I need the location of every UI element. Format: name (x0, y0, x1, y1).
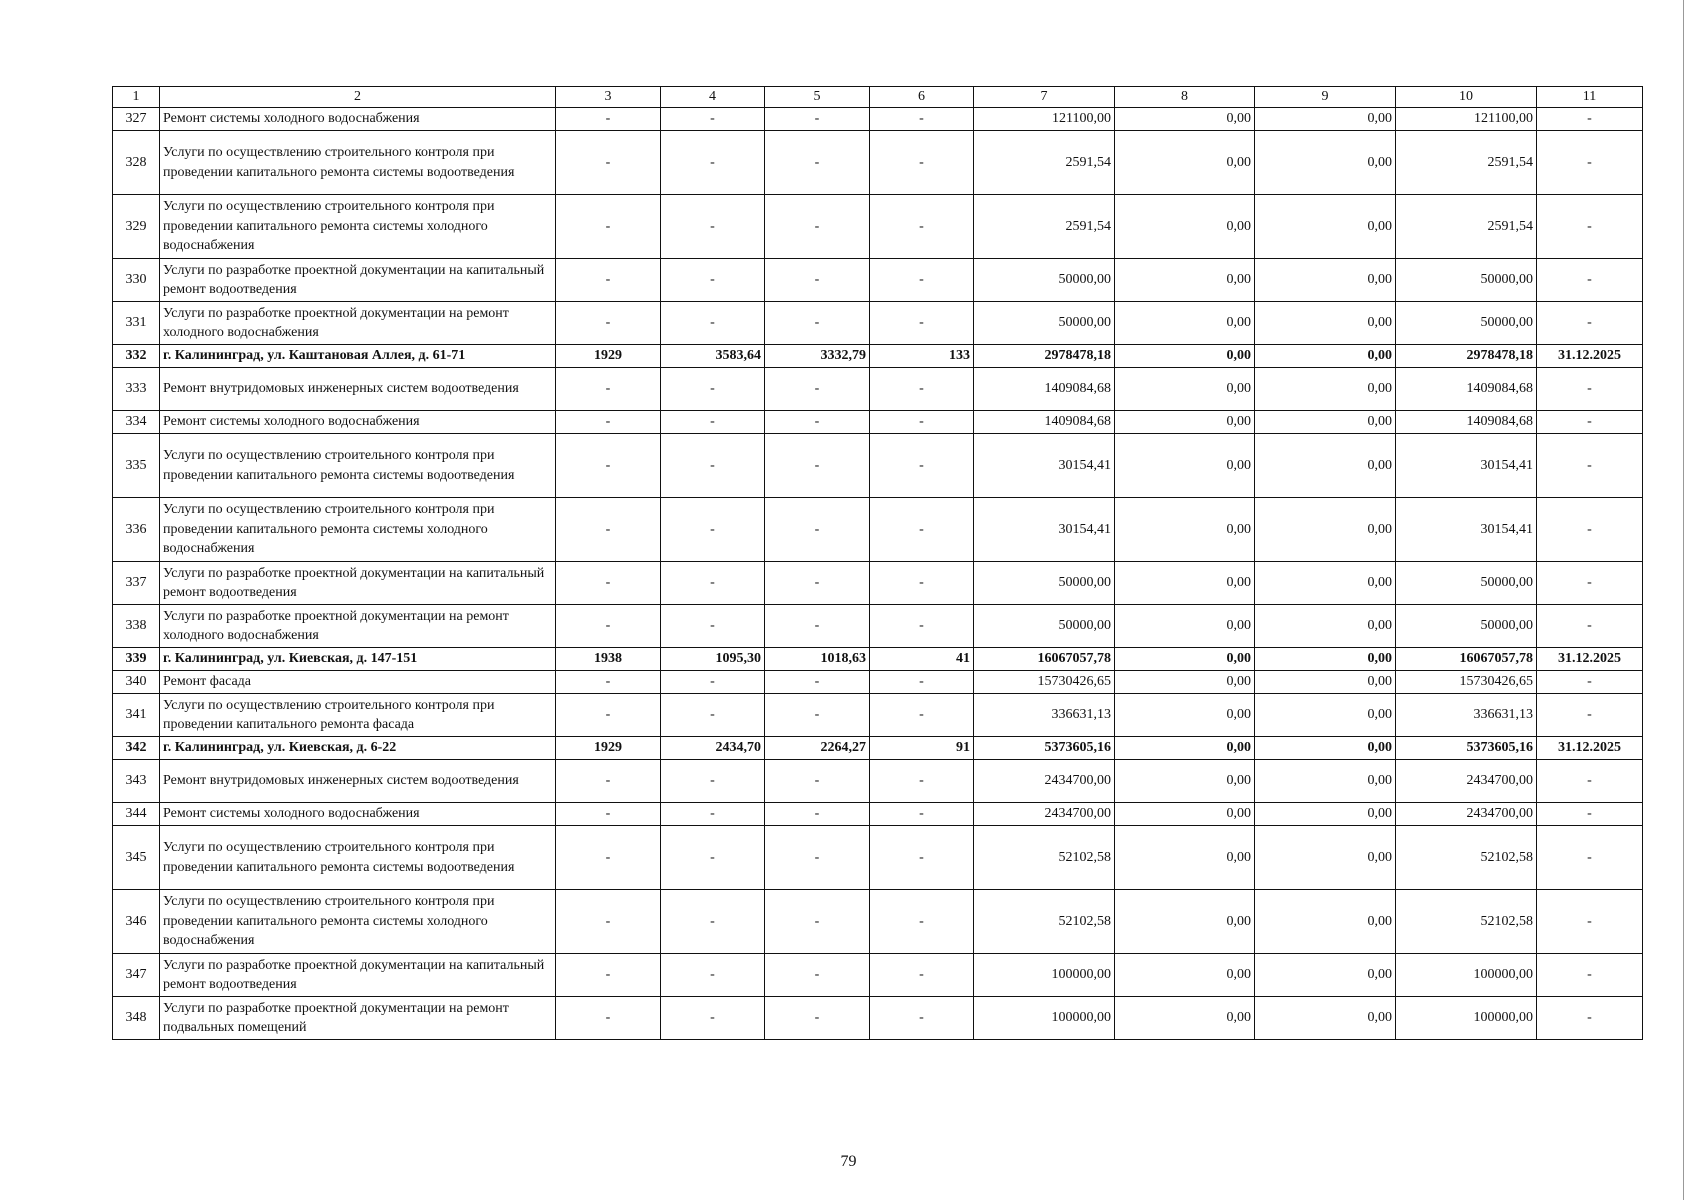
deadline-cell: - (1537, 108, 1643, 131)
fund-owner-cell: 1409084,68 (1396, 411, 1537, 434)
deadline-cell: - (1537, 760, 1643, 803)
residents-cell: - (870, 671, 974, 694)
fund-a-cell: 0,00 (1115, 803, 1255, 826)
header-cell: 6 (870, 87, 974, 108)
row-description: Услуги по осуществлению строительного контроля при проведении капитального ремонта фасада (160, 694, 556, 737)
row-description: Ремонт фасада (160, 671, 556, 694)
table-row (113, 108, 1643, 131)
area-living-cell: - (765, 997, 870, 1040)
page-number: 79 (840, 1153, 857, 1170)
row-number: 345 (113, 826, 160, 890)
fund-owner-cell: 50000,00 (1396, 302, 1537, 345)
area-living-cell: - (765, 108, 870, 131)
fund-b-cell: 0,00 (1255, 498, 1396, 562)
fund-owner-cell: 52102,58 (1396, 826, 1537, 890)
fund-b-cell: 0,00 (1255, 694, 1396, 737)
area-living-cell: - (765, 826, 870, 890)
year-cell: - (556, 803, 661, 826)
area-living-cell: - (765, 890, 870, 954)
fund-owner-cell: 50000,00 (1396, 259, 1537, 302)
deadline-cell: - (1537, 368, 1643, 411)
fund-b-cell: 0,00 (1255, 648, 1396, 671)
fund-owner-cell: 336631,13 (1396, 694, 1537, 737)
fund-owner-cell: 30154,41 (1396, 498, 1537, 562)
row-number: 347 (113, 954, 160, 997)
fund-owner-cell: 50000,00 (1396, 605, 1537, 648)
table-row (113, 131, 1643, 195)
residents-cell: - (870, 694, 974, 737)
year-cell: - (556, 826, 661, 890)
column-number-header (113, 87, 1643, 108)
fund-b-cell: 0,00 (1255, 562, 1396, 605)
residents-cell: - (870, 108, 974, 131)
row-description: Услуги по осуществлению строительного контроля при проведении капитального ремонта системы водоотведения (160, 826, 556, 890)
area-living-cell: - (765, 259, 870, 302)
deadline-cell: - (1537, 434, 1643, 498)
cost-total-cell: 336631,13 (974, 694, 1115, 737)
row-description: Услуги по разработке проектной документации на ремонт подвальных помещений (160, 997, 556, 1040)
row-number: 333 (113, 368, 160, 411)
area-living-cell: - (765, 498, 870, 562)
header-cell: 8 (1115, 87, 1255, 108)
cost-total-cell: 2434700,00 (974, 760, 1115, 803)
fund-a-cell: 0,00 (1115, 302, 1255, 345)
header-cell: 2 (160, 87, 556, 108)
row-description: Услуги по осуществлению строительного контроля при проведении капитального ремонта системы холодного водоснабжения (160, 890, 556, 954)
cost-total-cell: 30154,41 (974, 434, 1115, 498)
table-row (113, 605, 1643, 648)
fund-b-cell: 0,00 (1255, 411, 1396, 434)
header-cell: 1 (113, 87, 160, 108)
fund-b-cell: 0,00 (1255, 997, 1396, 1040)
row-description: Услуги по разработке проектной документации на капитальный ремонт водоотведения (160, 259, 556, 302)
row-description: Услуги по осуществлению строительного контроля при проведении капитального ремонта системы водоотведения (160, 434, 556, 498)
row-description: Ремонт внутридомовых инженерных систем водоотведения (160, 760, 556, 803)
area-living-cell: 1018,63 (765, 648, 870, 671)
area-living-cell: - (765, 434, 870, 498)
row-number: 348 (113, 997, 160, 1040)
residents-cell: - (870, 890, 974, 954)
area-living-cell: 2264,27 (765, 737, 870, 760)
fund-owner-cell: 100000,00 (1396, 954, 1537, 997)
fund-b-cell: 0,00 (1255, 954, 1396, 997)
area-living-cell: - (765, 368, 870, 411)
cost-total-cell: 100000,00 (974, 954, 1115, 997)
fund-b-cell: 0,00 (1255, 108, 1396, 131)
year-cell: - (556, 671, 661, 694)
header-cell: 7 (974, 87, 1115, 108)
row-number: 344 (113, 803, 160, 826)
cost-total-cell: 50000,00 (974, 605, 1115, 648)
area-total-cell: 1095,30 (661, 648, 765, 671)
fund-owner-cell: 52102,58 (1396, 890, 1537, 954)
residents-cell: - (870, 760, 974, 803)
year-cell: - (556, 890, 661, 954)
fund-b-cell: 0,00 (1255, 345, 1396, 368)
area-living-cell: - (765, 131, 870, 195)
row-description: г. Калининград, ул. Киевская, д. 6-22 (160, 737, 556, 760)
fund-b-cell: 0,00 (1255, 302, 1396, 345)
fund-a-cell: 0,00 (1115, 648, 1255, 671)
row-number: 335 (113, 434, 160, 498)
table-row (113, 562, 1643, 605)
cost-total-cell: 52102,58 (974, 826, 1115, 890)
deadline-cell: 31.12.2025 (1537, 345, 1643, 368)
area-total-cell: 2434,70 (661, 737, 765, 760)
area-total-cell: - (661, 498, 765, 562)
year-cell: - (556, 562, 661, 605)
row-description: Услуги по разработке проектной документации на ремонт холодного водоснабжения (160, 605, 556, 648)
deadline-cell: - (1537, 131, 1643, 195)
cost-total-cell: 5373605,16 (974, 737, 1115, 760)
row-description: Услуги по разработке проектной документации на капитальный ремонт водоотведения (160, 562, 556, 605)
year-cell: - (556, 694, 661, 737)
residents-cell: - (870, 803, 974, 826)
table-row (113, 195, 1643, 259)
cost-total-cell: 16067057,78 (974, 648, 1115, 671)
fund-owner-cell: 16067057,78 (1396, 648, 1537, 671)
row-number: 328 (113, 131, 160, 195)
year-cell: 1938 (556, 648, 661, 671)
table-row (113, 302, 1643, 345)
deadline-cell: - (1537, 954, 1643, 997)
fund-a-cell: 0,00 (1115, 195, 1255, 259)
fund-a-cell: 0,00 (1115, 890, 1255, 954)
table-row (113, 890, 1643, 954)
year-cell: 1929 (556, 345, 661, 368)
row-number: 336 (113, 498, 160, 562)
row-description: Услуги по осуществлению строительного контроля при проведении капитального ремонта системы холодного водоснабжения (160, 195, 556, 259)
fund-a-cell: 0,00 (1115, 671, 1255, 694)
table-row (113, 411, 1643, 434)
area-total-cell: - (661, 131, 765, 195)
table-row (113, 434, 1643, 498)
row-number: 338 (113, 605, 160, 648)
area-total-cell: - (661, 302, 765, 345)
fund-owner-cell: 1409084,68 (1396, 368, 1537, 411)
table-row (113, 760, 1643, 803)
year-cell: - (556, 434, 661, 498)
residents-cell: - (870, 131, 974, 195)
residents-cell: - (870, 498, 974, 562)
fund-owner-cell: 30154,41 (1396, 434, 1537, 498)
area-total-cell: - (661, 694, 765, 737)
year-cell: - (556, 760, 661, 803)
deadline-cell: - (1537, 671, 1643, 694)
fund-a-cell: 0,00 (1115, 368, 1255, 411)
fund-b-cell: 0,00 (1255, 605, 1396, 648)
deadline-cell: - (1537, 694, 1643, 737)
year-cell: 1929 (556, 737, 661, 760)
table-row-address (113, 737, 1643, 760)
area-total-cell: - (661, 195, 765, 259)
area-total-cell: - (661, 954, 765, 997)
residents-cell: 41 (870, 648, 974, 671)
year-cell: - (556, 954, 661, 997)
row-number: 329 (113, 195, 160, 259)
row-description: Ремонт внутридомовых инженерных систем водоотведения (160, 368, 556, 411)
fund-b-cell: 0,00 (1255, 368, 1396, 411)
row-number: 340 (113, 671, 160, 694)
residents-cell: - (870, 411, 974, 434)
area-total-cell: - (661, 562, 765, 605)
deadline-cell: 31.12.2025 (1537, 737, 1643, 760)
row-number: 332 (113, 345, 160, 368)
fund-owner-cell: 2434700,00 (1396, 760, 1537, 803)
table-row (113, 803, 1643, 826)
table-row (113, 259, 1643, 302)
residents-cell: - (870, 259, 974, 302)
year-cell: - (556, 498, 661, 562)
fund-owner-cell: 50000,00 (1396, 562, 1537, 605)
cost-total-cell: 50000,00 (974, 302, 1115, 345)
row-description: Ремонт системы холодного водоснабжения (160, 411, 556, 434)
header-cell: 5 (765, 87, 870, 108)
deadline-cell: - (1537, 826, 1643, 890)
area-total-cell: - (661, 605, 765, 648)
cost-total-cell: 2434700,00 (974, 803, 1115, 826)
deadline-cell: - (1537, 562, 1643, 605)
fund-owner-cell: 2434700,00 (1396, 803, 1537, 826)
capital-repair-table (112, 86, 1643, 1040)
table-row (113, 498, 1643, 562)
table-row (113, 671, 1643, 694)
fund-b-cell: 0,00 (1255, 434, 1396, 498)
deadline-cell: - (1537, 605, 1643, 648)
fund-a-cell: 0,00 (1115, 605, 1255, 648)
area-total-cell: - (661, 108, 765, 131)
cost-total-cell: 121100,00 (974, 108, 1115, 131)
cost-total-cell: 2591,54 (974, 195, 1115, 259)
table-row (113, 826, 1643, 890)
area-living-cell: - (765, 760, 870, 803)
fund-b-cell: 0,00 (1255, 259, 1396, 302)
residents-cell: - (870, 368, 974, 411)
cost-total-cell: 100000,00 (974, 997, 1115, 1040)
deadline-cell: - (1537, 498, 1643, 562)
residents-cell: - (870, 195, 974, 259)
fund-a-cell: 0,00 (1115, 997, 1255, 1040)
table-row (113, 694, 1643, 737)
fund-owner-cell: 100000,00 (1396, 997, 1537, 1040)
header-cell: 3 (556, 87, 661, 108)
fund-a-cell: 0,00 (1115, 411, 1255, 434)
area-total-cell: - (661, 434, 765, 498)
cost-total-cell: 1409084,68 (974, 368, 1115, 411)
row-number: 327 (113, 108, 160, 131)
area-total-cell: - (661, 890, 765, 954)
area-living-cell: - (765, 605, 870, 648)
fund-a-cell: 0,00 (1115, 694, 1255, 737)
fund-a-cell: 0,00 (1115, 108, 1255, 131)
row-number: 339 (113, 648, 160, 671)
cost-total-cell: 52102,58 (974, 890, 1115, 954)
table-row (113, 954, 1643, 997)
year-cell: - (556, 605, 661, 648)
area-living-cell: - (765, 562, 870, 605)
deadline-cell: - (1537, 997, 1643, 1040)
row-number: 342 (113, 737, 160, 760)
fund-a-cell: 0,00 (1115, 760, 1255, 803)
year-cell: - (556, 259, 661, 302)
fund-owner-cell: 2978478,18 (1396, 345, 1537, 368)
fund-b-cell: 0,00 (1255, 760, 1396, 803)
area-total-cell: - (661, 803, 765, 826)
residents-cell: - (870, 562, 974, 605)
row-number: 330 (113, 259, 160, 302)
header-cell: 10 (1396, 87, 1537, 108)
area-living-cell: - (765, 411, 870, 434)
deadline-cell: - (1537, 195, 1643, 259)
cost-total-cell: 2978478,18 (974, 345, 1115, 368)
row-number: 343 (113, 760, 160, 803)
fund-b-cell: 0,00 (1255, 131, 1396, 195)
table-row-address (113, 648, 1643, 671)
residents-cell: - (870, 434, 974, 498)
fund-a-cell: 0,00 (1115, 498, 1255, 562)
fund-b-cell: 0,00 (1255, 890, 1396, 954)
table-row-address (113, 345, 1643, 368)
cost-total-cell: 30154,41 (974, 498, 1115, 562)
fund-a-cell: 0,00 (1115, 434, 1255, 498)
area-living-cell: - (765, 954, 870, 997)
year-cell: - (556, 302, 661, 345)
deadline-cell: - (1537, 259, 1643, 302)
area-total-cell: - (661, 997, 765, 1040)
fund-a-cell: 0,00 (1115, 562, 1255, 605)
fund-owner-cell: 2591,54 (1396, 195, 1537, 259)
fund-a-cell: 0,00 (1115, 345, 1255, 368)
residents-cell: 91 (870, 737, 974, 760)
year-cell: - (556, 997, 661, 1040)
area-total-cell: - (661, 826, 765, 890)
fund-b-cell: 0,00 (1255, 737, 1396, 760)
residents-cell: - (870, 954, 974, 997)
cost-total-cell: 15730426,65 (974, 671, 1115, 694)
fund-a-cell: 0,00 (1115, 737, 1255, 760)
fund-owner-cell: 2591,54 (1396, 131, 1537, 195)
row-number: 346 (113, 890, 160, 954)
deadline-cell: - (1537, 302, 1643, 345)
row-description: г. Калининград, ул. Киевская, д. 147-151 (160, 648, 556, 671)
cost-total-cell: 50000,00 (974, 259, 1115, 302)
scan-edge-line (1683, 0, 1684, 1200)
year-cell: - (556, 131, 661, 195)
fund-a-cell: 0,00 (1115, 954, 1255, 997)
fund-owner-cell: 121100,00 (1396, 108, 1537, 131)
header-cell: 4 (661, 87, 765, 108)
residents-cell: - (870, 997, 974, 1040)
year-cell: - (556, 195, 661, 259)
row-number: 331 (113, 302, 160, 345)
residents-cell: 133 (870, 345, 974, 368)
row-description: г. Калининград, ул. Каштановая Аллея, д. 61-71 (160, 345, 556, 368)
row-description: Услуги по разработке проектной документации на капитальный ремонт водоотведения (160, 954, 556, 997)
residents-cell: - (870, 826, 974, 890)
year-cell: - (556, 368, 661, 411)
area-total-cell: - (661, 259, 765, 302)
fund-a-cell: 0,00 (1115, 259, 1255, 302)
row-number: 337 (113, 562, 160, 605)
area-total-cell: - (661, 760, 765, 803)
row-description: Услуги по осуществлению строительного контроля при проведении капитального ремонта системы холодного водоснабжения (160, 498, 556, 562)
header-cell: 11 (1537, 87, 1643, 108)
deadline-cell: - (1537, 411, 1643, 434)
row-description: Ремонт системы холодного водоснабжения (160, 803, 556, 826)
cost-total-cell: 2591,54 (974, 131, 1115, 195)
area-living-cell: - (765, 694, 870, 737)
area-total-cell: - (661, 671, 765, 694)
fund-b-cell: 0,00 (1255, 826, 1396, 890)
row-number: 341 (113, 694, 160, 737)
deadline-cell: - (1537, 803, 1643, 826)
cost-total-cell: 1409084,68 (974, 411, 1115, 434)
area-living-cell: - (765, 302, 870, 345)
deadline-cell: - (1537, 890, 1643, 954)
fund-b-cell: 0,00 (1255, 803, 1396, 826)
residents-cell: - (870, 302, 974, 345)
fund-owner-cell: 5373605,16 (1396, 737, 1537, 760)
cost-total-cell: 50000,00 (974, 562, 1115, 605)
fund-b-cell: 0,00 (1255, 671, 1396, 694)
document-page (112, 86, 1642, 1040)
fund-a-cell: 0,00 (1115, 826, 1255, 890)
fund-owner-cell: 15730426,65 (1396, 671, 1537, 694)
row-number: 334 (113, 411, 160, 434)
area-living-cell: - (765, 671, 870, 694)
row-description: Услуги по осуществлению строительного контроля при проведении капитального ремонта системы водоотведения (160, 131, 556, 195)
header-cell: 9 (1255, 87, 1396, 108)
table-row (113, 997, 1643, 1040)
fund-a-cell: 0,00 (1115, 131, 1255, 195)
deadline-cell: 31.12.2025 (1537, 648, 1643, 671)
area-living-cell: - (765, 195, 870, 259)
area-living-cell: 3332,79 (765, 345, 870, 368)
fund-b-cell: 0,00 (1255, 195, 1396, 259)
row-description: Услуги по разработке проектной документации на ремонт холодного водоснабжения (160, 302, 556, 345)
area-living-cell: - (765, 803, 870, 826)
area-total-cell: - (661, 368, 765, 411)
area-total-cell: 3583,64 (661, 345, 765, 368)
year-cell: - (556, 411, 661, 434)
table-row (113, 368, 1643, 411)
residents-cell: - (870, 605, 974, 648)
year-cell: - (556, 108, 661, 131)
area-total-cell: - (661, 411, 765, 434)
row-description: Ремонт системы холодного водоснабжения (160, 108, 556, 131)
